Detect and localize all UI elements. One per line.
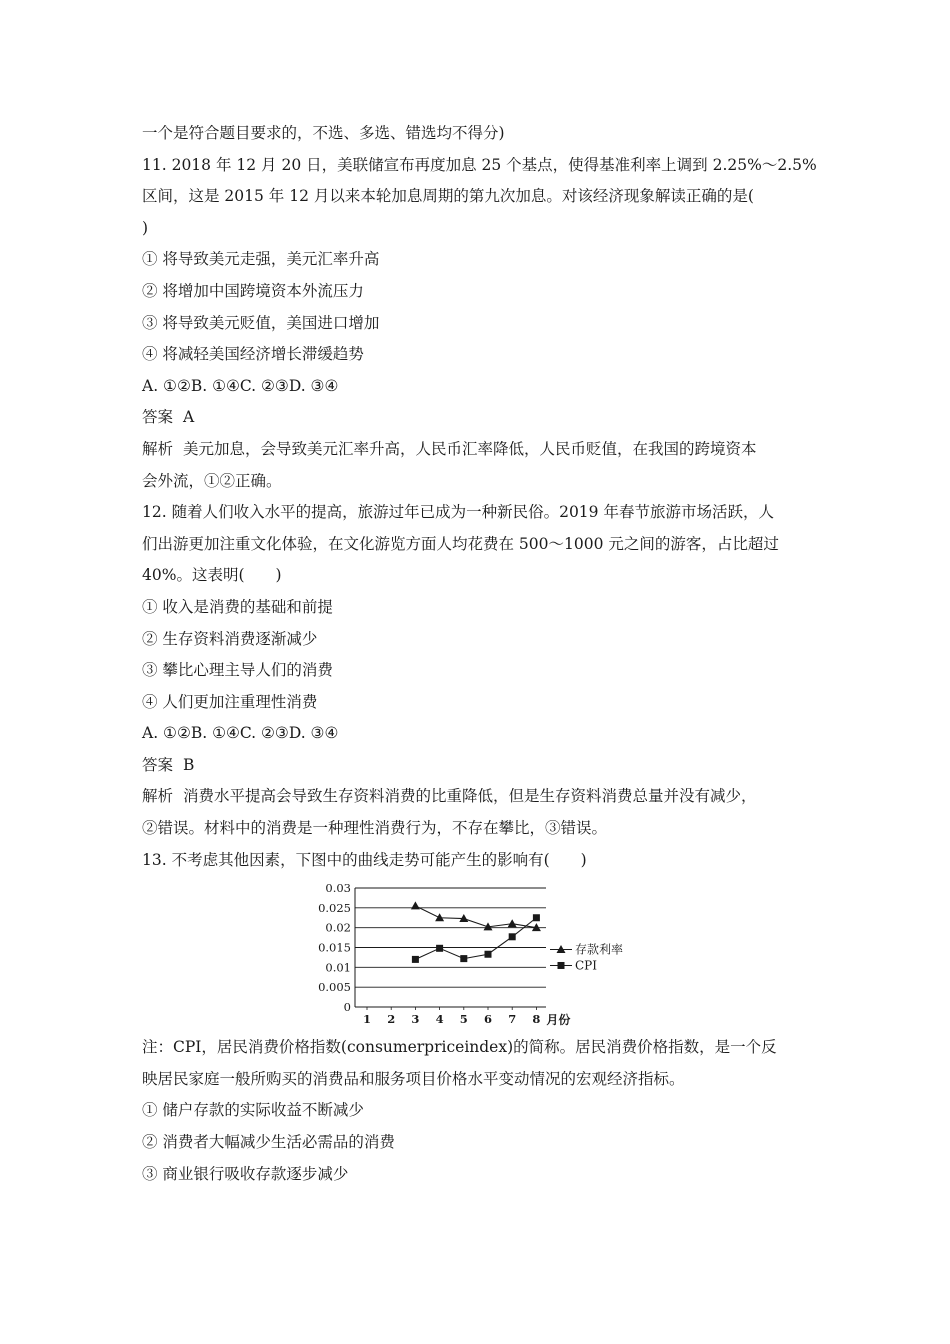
q12-option-4: ④ 人们更加注重理性消费	[142, 692, 318, 711]
answer-value: A	[183, 408, 195, 427]
answer-label: 答案	[142, 755, 174, 774]
answer-value: B	[183, 755, 195, 774]
q13-option-3: ③ 商业银行吸收存款逐步减少	[142, 1164, 349, 1183]
q12-option-2: ② 生存资料消费逐渐减少	[142, 629, 318, 648]
y-tick-label: 0.01	[325, 960, 351, 975]
data-point-deposit-rate	[435, 914, 444, 922]
answer-label: 答案	[142, 408, 174, 427]
y-tick-label: 0.015	[318, 940, 351, 955]
q11-option-2: ② 将增加中国跨境资本外流压力	[142, 281, 364, 300]
x-tick-label: 5	[459, 1012, 468, 1027]
data-point-deposit-rate	[411, 902, 420, 910]
x-tick-label: 2	[387, 1012, 396, 1027]
line-chart	[142, 880, 814, 1030]
q12-stem-line-3: 40%。这表明( )	[142, 566, 282, 585]
q11-stem-line-1: 11. 2018 年 12 月 20 日，美联储宣布再度加息 25 个基点，使得基准利率上调到 2.25%～2.5%	[142, 155, 817, 174]
x-axis-label: 月份	[546, 1013, 571, 1028]
x-tick-label: 7	[508, 1012, 517, 1027]
q13-option-2: ② 消费者大幅减少生活必需品的消费	[142, 1133, 395, 1152]
q11-option-4: ④ 将减轻美国经济增长滞缓趋势	[142, 345, 364, 364]
chart-container	[142, 880, 814, 1030]
x-tick-label: 4	[435, 1012, 444, 1027]
q11-stem-line-3: )	[142, 218, 149, 237]
data-point-deposit-rate	[508, 919, 517, 927]
q11-option-3: ③ 将导致美元贬值，美国进口增加	[142, 313, 380, 332]
data-point-cpi	[460, 955, 467, 962]
series-line-cpi	[415, 918, 536, 960]
x-tick-label: 8	[532, 1012, 541, 1027]
q12-analysis-line-1	[142, 781, 814, 813]
data-point-cpi	[436, 945, 443, 952]
q12-option-3: ③ 攀比心理主导人们的消费	[142, 661, 333, 680]
document-page	[142, 118, 817, 1190]
data-point-cpi	[485, 951, 492, 958]
analysis-text: 美元加息，会导致美元汇率升高，人民币汇率降低，人民币贬值，在我国的跨境资本	[183, 439, 757, 458]
q12-choices: A. ①②B. ①④C. ②③D. ③④	[142, 724, 339, 743]
q12-stem-line-1: 12. 随着人们收入水平的提高，旅游过年已成为一种新民俗。2019 年春节旅游市场活跃，人	[142, 503, 774, 522]
q11-stem-line-2: 区间，这是 2015 年 12 月以来本轮加息周期的第九次加息。对该经济现象解读正确的是(	[142, 187, 754, 206]
q12-option-1: ① 收入是消费的基础和前提	[142, 597, 333, 616]
q12-answer	[142, 750, 814, 782]
q11-analysis-line-2: 会外流，①②正确。	[142, 471, 282, 490]
q12-analysis-line-2: ②错误。材料中的消费是一种理性消费行为，不存在攀比，③错误。	[142, 819, 608, 838]
q13-note-line-2: 映居民家庭一般所购买的消费品和服务项目价格水平变动情况的宏观经济指标。	[142, 1069, 685, 1088]
x-tick-label: 1	[362, 1012, 372, 1027]
data-point-cpi	[412, 956, 419, 963]
analysis-label: 解析	[142, 787, 174, 806]
x-tick-label: 6	[483, 1012, 493, 1027]
q13-stem: 13. 不考虑其他因素，下图中的曲线走势可能产生的影响有( )	[142, 850, 587, 869]
legend-label: CPI	[575, 958, 597, 973]
legend-label: 存款利率	[575, 942, 624, 957]
q13-option-1: ① 储户存款的实际收益不断减少	[142, 1101, 364, 1120]
q11-answer	[142, 402, 814, 434]
data-point-cpi	[509, 934, 516, 941]
y-tick-label: 0	[343, 1000, 351, 1015]
data-point-cpi	[533, 915, 540, 922]
q11-analysis-line-1	[142, 434, 814, 466]
series-line-deposit-rate	[415, 906, 536, 928]
q13-note-line-1: 注：CPI，居民消费价格指数(consumerpriceindex)的简称。居民消费价格指数，是一个反	[142, 1038, 777, 1057]
q12-stem-line-2: 们出游更加注重文化体验，在文化游览方面人均花费在 500～1000 元之间的游客，占比超过	[142, 534, 779, 553]
instruction-line: 一个是符合题目要求的，不选、多选、错选均不得分)	[142, 124, 505, 142]
analysis-label: 解析	[142, 439, 174, 458]
y-tick-label: 0.03	[325, 881, 351, 896]
q11-option-1: ① 将导致美元走强，美元汇率升高	[142, 250, 380, 269]
analysis-text: 消费水平提高会导致生存资料消费的比重降低，但是生存资料消费总量并没有减少，	[183, 787, 757, 806]
y-tick-label: 0.025	[318, 901, 351, 916]
q11-choices: A. ①②B. ①④C. ②③D. ③④	[142, 376, 339, 395]
y-tick-label: 0.02	[325, 920, 351, 935]
legend-marker-square	[558, 962, 565, 969]
x-tick-label: 3	[411, 1012, 420, 1027]
y-tick-label: 0.005	[318, 980, 351, 995]
